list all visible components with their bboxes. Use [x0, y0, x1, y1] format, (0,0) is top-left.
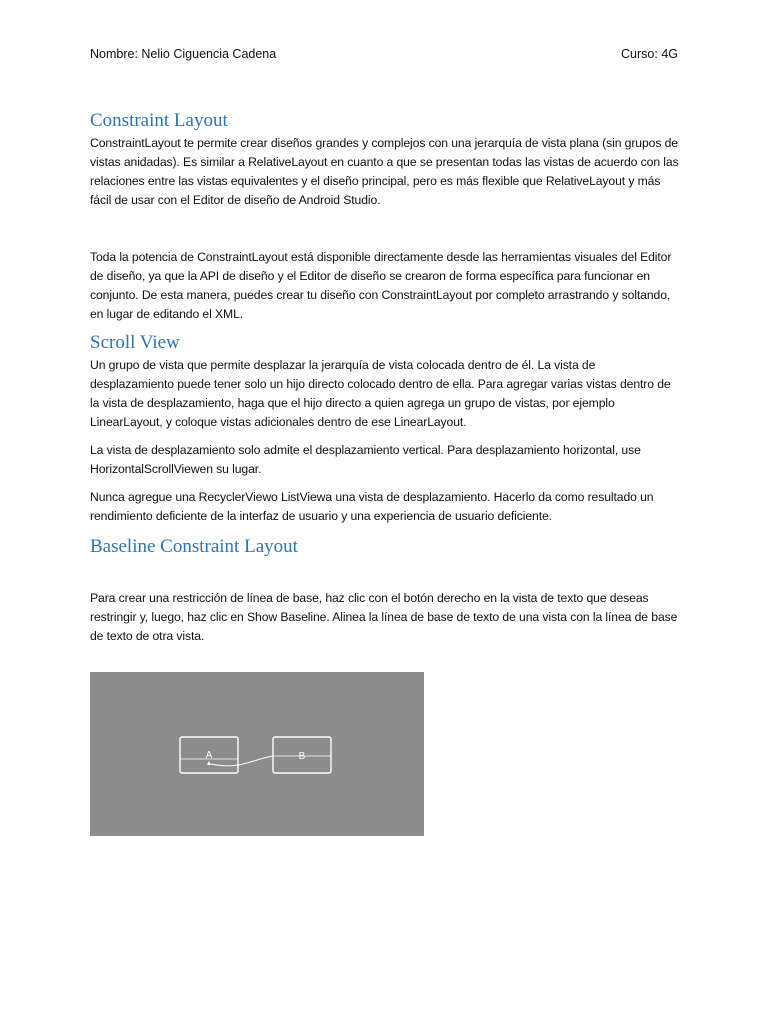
document-body — [90, 108, 680, 646]
baseline-diagram — [90, 672, 424, 836]
paragraph: ConstraintLayout te permite crear diseños grandes y complejos con una jerarquía de vista plana (sin grupos de vistas anidadas). Es similar a RelativeLayout en cuanto a que se presentan todas las vistas de acuerdo con las relaciones entre las vistas equivalentes y el diseño principal, pero es más flexible que RelativeLayout y más fácil de usar con el Editor de diseño de Android Studio. — [90, 136, 679, 207]
page-header — [90, 45, 678, 63]
view-a-label: A — [205, 750, 213, 761]
section-title-scroll-view: Scroll View — [90, 332, 180, 353]
section-title-constraint-layout: Constraint Layout — [90, 110, 228, 131]
section-title-baseline-constraint-layout: Baseline Constraint Layout — [90, 536, 298, 557]
view-b-label: B — [298, 751, 306, 762]
student-name: Nombre: Nelio Ciguencia Cadena — [90, 47, 277, 61]
paragraph: Para crear una restricción de línea de base, haz clic con el botón derecho en la vista de texto que deseas restringir y, luego, haz clic en Show Baseline. Alinea la línea de base de texto de una vista con la línea de base de texto de otra vista. — [90, 591, 678, 643]
baseline-constraint-figure — [90, 672, 424, 836]
paragraph: Un grupo de vista que permite desplazar la jerarquía de vista colocada dentro de él. La vista de desplazamiento puede tener solo un hijo directo colocado dentro de ella. Para agregar varias vistas dentro de la vista de desplazamiento, haga que el hijo directo a quien agrega un grupo de vistas, por ejemplo LinearLayout, y coloque vistas adicionales dentro de ese LinearLayout. — [90, 358, 671, 429]
course-label: Curso: 4G — [621, 47, 678, 61]
paragraph: Nunca agregue una RecyclerViewo ListViewa una vista de desplazamiento. Hacerlo da como resultado un rendimiento deficiente de la interfaz de usuario y una experiencia de usuario deficiente. — [90, 490, 654, 523]
paragraph: Toda la potencia de ConstraintLayout está disponible directamente desde las herramientas visuales del Editor de diseño, ya que la API de diseño y el Editor de diseño se crearon de forma específica para funcionar en conjunto. De esta manera, puedes crear tu diseño con ConstraintLayout por completo arrastrando y soltando, en lugar de editando el XML. — [90, 250, 672, 321]
paragraph: La vista de desplazamiento solo admite el desplazamiento vertical. Para desplazamiento horizontal, use HorizontalScrollViewen su lugar. — [90, 443, 641, 476]
